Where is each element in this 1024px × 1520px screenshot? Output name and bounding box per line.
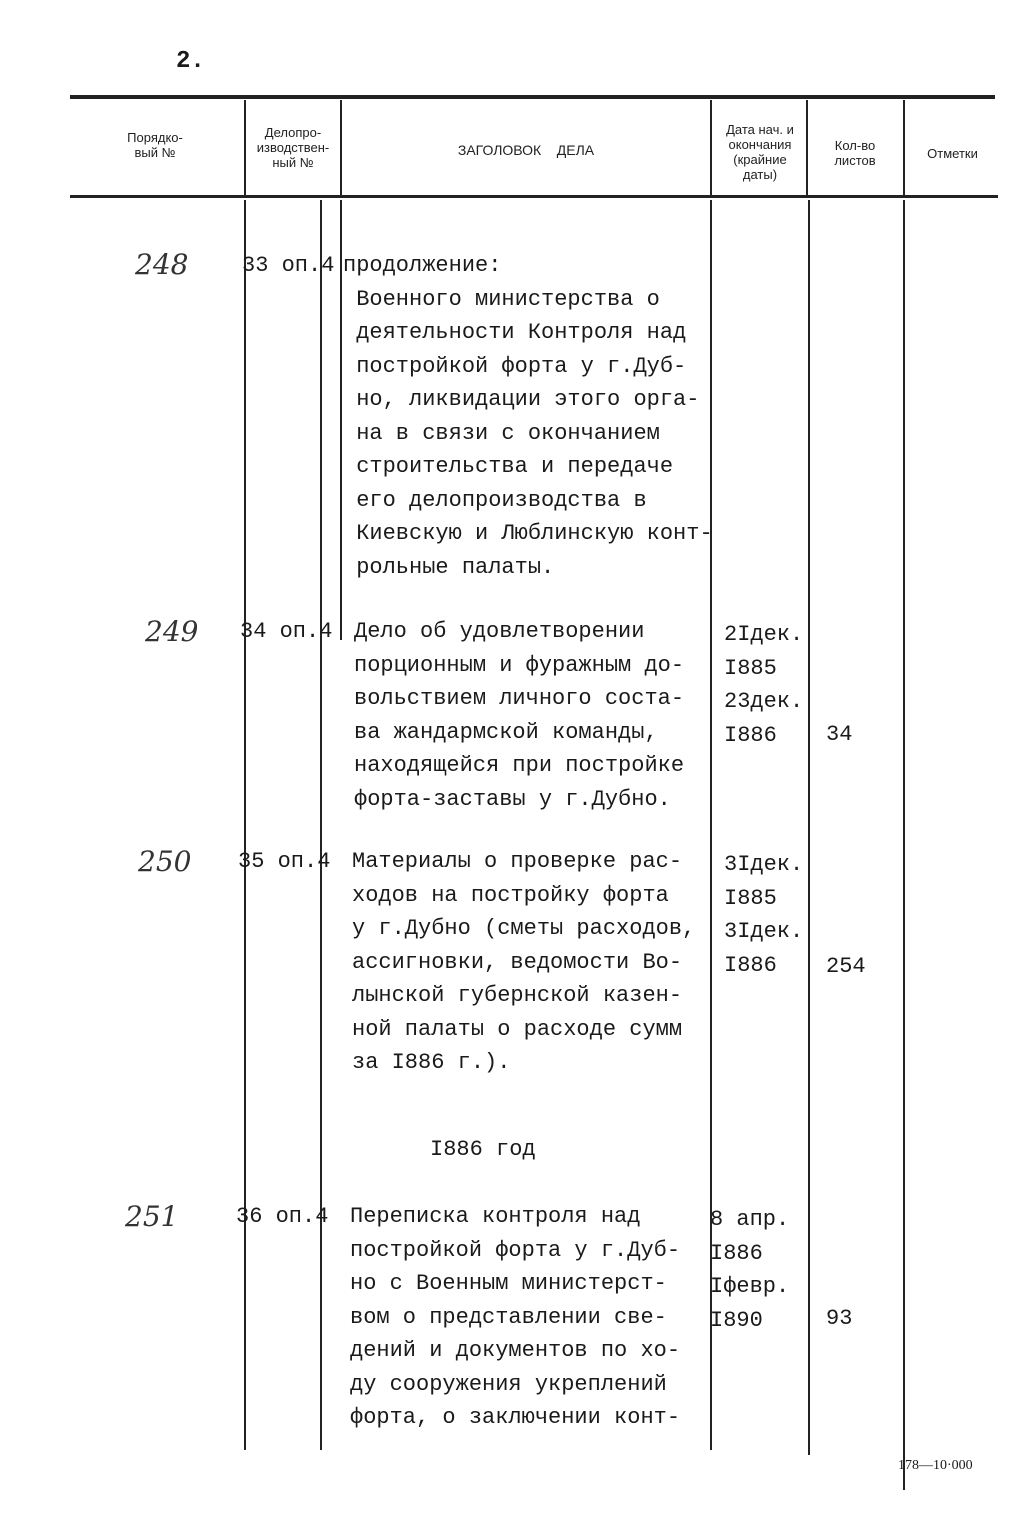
entry-sheets: 34 — [826, 722, 853, 747]
column-divider — [320, 200, 322, 1450]
entry-dates: 2Iдек. I885 23дек. I886 — [724, 622, 804, 748]
entry-serial-no: 250 — [138, 845, 192, 878]
top-rule — [70, 95, 995, 99]
column-divider — [340, 200, 342, 640]
entry-title: Дело об удовлетворении порционным и фуражным до- вольствием личного соста- ва жандармской команды, находящейся при постройке форта-заставы у г.Дубно. — [354, 619, 685, 812]
header-title: ЗАГОЛОВОК ДЕЛА — [457, 142, 595, 158]
page-number: 2. — [176, 48, 205, 75]
entry-sheets: 93 — [826, 1306, 853, 1331]
entry-dates: 8 апр. I886 Iфевр. I890 — [710, 1207, 790, 1333]
header-file-no: Делопро- изводствен- ный № — [256, 125, 330, 170]
entry-title: продолжение: Военного министерства о деятельности Контроля над постройкой форта у г.Дуб- но, ликвидации этого орга- на в связи с окончанием строительства и передаче его делопроизводства в Киевскую и Люблинскую конт- рольные палаты. — [343, 253, 713, 580]
footer-print-code: 178—10·000 — [898, 1458, 973, 1473]
header-rule — [70, 195, 998, 198]
year-heading: I886 год — [430, 1137, 536, 1162]
column-divider — [244, 200, 246, 1450]
header-serial-no: Порядко- вый № — [127, 130, 183, 160]
entry-title: Переписка контроля над постройкой форта у г.Дуб- но с Военным министерст- вом о представлении све- дений и документов по хо- ду сооружения укреплений форта, о заключении конт- — [350, 1204, 681, 1430]
entry-title: Материалы о проверке рас- ходов на постройку форта у г.Дубно (сметы расходов, ассигновки, ведомости Во- лынской губернской казен- ной палаты о расходе сумм за I886 г.). — [352, 849, 696, 1075]
entry-file-no: 33 оп.4 — [242, 253, 335, 278]
column-divider — [808, 200, 810, 1455]
header-dates: Дата нач. и окончания (крайние даты) — [726, 122, 794, 182]
entry-file-no: 36 оп.4 — [236, 1204, 329, 1229]
entry-serial-no: 251 — [125, 1200, 179, 1233]
entry-serial-no: 249 — [145, 615, 199, 648]
header-sheets: Кол-во листов — [834, 138, 876, 168]
entry-file-no: 34 оп.4 — [240, 619, 333, 644]
column-divider — [903, 200, 905, 1490]
header-notes: Отметки — [927, 146, 978, 161]
entry-serial-no: 248 — [135, 248, 189, 281]
entry-sheets: 254 — [826, 954, 866, 979]
entry-dates: 3Iдек. I885 3Iдек. I886 — [724, 852, 804, 978]
entry-file-no: 35 оп.4 — [238, 849, 331, 874]
